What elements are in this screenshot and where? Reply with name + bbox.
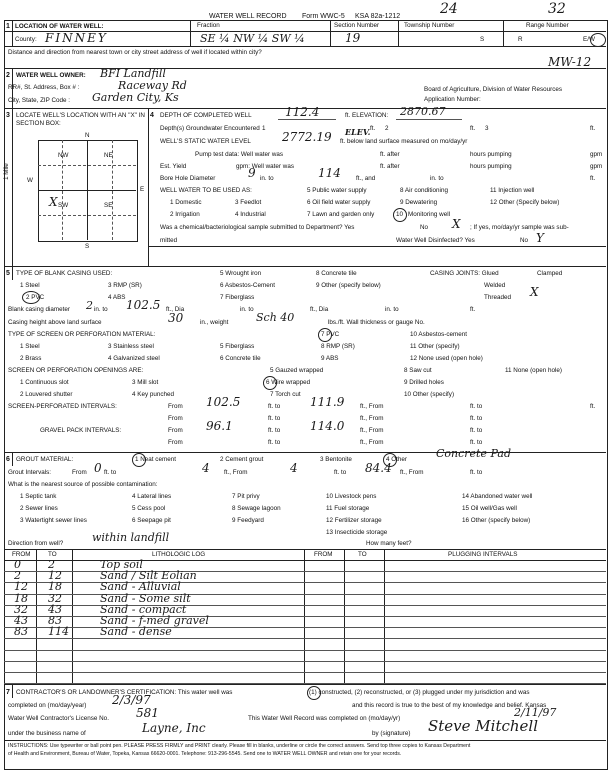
- use-7: 7 Lawn and garden only: [307, 211, 375, 218]
- log-from: 43: [14, 614, 28, 627]
- open-3: 3 Mill slot: [132, 379, 159, 386]
- threaded-x: X: [530, 285, 539, 299]
- plug-header: PLUGGING INTERVALS: [448, 551, 518, 558]
- divider: [38, 215, 136, 216]
- int-ft: ft.: [590, 403, 596, 410]
- intervals-label: SCREEN-PERFORATED INTERVALS:: [8, 403, 117, 410]
- owner-label: WATER WELL OWNER:: [16, 72, 86, 79]
- casing-8: 8 Concrete tile: [316, 270, 357, 277]
- diam-to: 102.5: [126, 298, 161, 312]
- divider: [38, 190, 136, 191]
- range-r: R: [518, 36, 523, 43]
- city-label: City, State, ZIP Code :: [8, 97, 71, 104]
- section-value: 19: [345, 31, 361, 45]
- disinfected-y: Y: [536, 231, 544, 245]
- log-to: 12: [48, 569, 62, 583]
- divider: [4, 571, 606, 572]
- contam-12: 12 Fertilizer storage: [326, 517, 382, 524]
- by-signature: by (signature): [372, 730, 411, 737]
- log-to: 83: [48, 614, 62, 627]
- board-label: Board of Agriculture, Division of Water Resources: [424, 86, 563, 93]
- elevation-value: 2870.67: [400, 105, 446, 118]
- open-11: 11 None (open hole): [505, 367, 562, 374]
- int-to: 111.9: [310, 395, 345, 409]
- log-from-header: FROM: [12, 551, 31, 558]
- section-box: [38, 140, 138, 242]
- log-from: 83: [14, 625, 28, 639]
- diam-in-to2: in. to: [240, 306, 254, 313]
- grav-ftfrom2: ft., From: [360, 439, 384, 446]
- g-to3: 84.4: [365, 461, 392, 475]
- pump-gpm: gpm: [590, 151, 603, 158]
- signature: Steve Mitchell: [428, 717, 539, 735]
- range-label: Range Number: [526, 22, 569, 29]
- location-x: X: [49, 195, 58, 209]
- open-4: 4 Key punched: [132, 391, 175, 398]
- groundwater-label: Depth(s) Groundwater Encountered: [160, 125, 260, 132]
- divider: [12, 684, 13, 698]
- screen-6: 6 Concrete tile: [220, 355, 261, 362]
- divider: [4, 661, 606, 662]
- log-from: 12: [14, 580, 28, 594]
- grout-intervals: Grout Intervals:: [8, 469, 52, 476]
- g-ftfrom: ft., From: [224, 469, 248, 476]
- license-value: 581: [136, 706, 159, 720]
- rr-label: RR#, St. Address, Box # :: [8, 84, 80, 91]
- grav-from: 96.1: [206, 419, 233, 433]
- elevation-label: ft. ELEVATION:: [345, 112, 389, 119]
- divider: [4, 266, 606, 267]
- section-num-6: 6: [6, 456, 10, 463]
- contam-14: 14 Abandoned water well: [462, 493, 533, 500]
- bore-in: in. to: [430, 175, 444, 182]
- divider: [4, 740, 606, 741]
- contam-label: What is the nearest source of possible contamination:: [8, 481, 158, 488]
- log-from: 18: [14, 591, 28, 605]
- grav-from-label: From: [168, 427, 183, 434]
- casing-6: 6 Asbestos-Cement: [220, 282, 275, 289]
- use-6: 6 Oil field water supply: [307, 199, 371, 206]
- divider: [4, 68, 606, 69]
- static-value: 2772.19: [282, 130, 332, 144]
- township-s: S: [480, 36, 485, 43]
- divider: [4, 594, 606, 595]
- static-tail: ft. below land surface measured on mo/day/yr: [340, 138, 468, 145]
- g-ftfrom2: ft., From: [400, 469, 424, 476]
- int-from: 102.5: [206, 395, 241, 409]
- contam-10: 10 Livestock pens: [326, 493, 377, 500]
- fraction-label: Fraction: [197, 22, 220, 29]
- section-num-5: 5: [6, 270, 10, 277]
- diam-in-to3: in. to: [385, 306, 399, 313]
- ksa-ref: KSA 82a-1212: [355, 13, 401, 20]
- weight-value: Sch 40: [256, 311, 295, 324]
- gw-ft2: ft.: [470, 125, 476, 132]
- chem-mitted: mitted: [160, 237, 178, 244]
- instructions-2: of Health and Environment, Bureau of Water, Topeka, Kansas 66620-0001. Telephone: 913-296-5545. Send one to WATER WELL OWNER and retain one for your records.: [8, 751, 402, 757]
- diam-in-to: in. to: [94, 306, 108, 313]
- contam-4: 4 Lateral lines: [132, 493, 172, 500]
- grout-4: 4 Other: [386, 456, 407, 463]
- screen-label: TYPE OF SCREEN OR PERFORATION MATERIAL:: [8, 331, 156, 338]
- log-from: 0: [14, 558, 21, 571]
- int-ftto4: ft. to: [470, 415, 483, 422]
- divider: [148, 108, 149, 266]
- divider: [190, 20, 191, 46]
- north-label: N: [85, 132, 90, 139]
- range-ew: E/W: [583, 36, 595, 43]
- owner-city: Garden City, Ks: [92, 91, 179, 104]
- log-to: 18: [48, 580, 62, 594]
- int-ftto: ft. to: [268, 403, 281, 410]
- bore-in-to: in. to: [260, 175, 274, 182]
- divider: [12, 266, 13, 280]
- divider: [4, 46, 606, 47]
- casing-4: 4 ABS: [108, 294, 126, 301]
- cert-constructed: (1) constructed, (2) reconstructed, or (3) plugged under my jurisdiction and was: [309, 689, 530, 696]
- use-3: 3 Feedlot: [235, 199, 262, 206]
- business-value: Layne, Inc: [142, 721, 206, 735]
- contam-6: 6 Seepage pit: [132, 517, 171, 524]
- grout-label: GROUT MATERIAL:: [16, 456, 74, 463]
- casing-3: 3 RMP (SR): [108, 282, 142, 289]
- casing-label: TYPE OF BLANK CASING USED:: [16, 270, 113, 277]
- east-label: E: [140, 186, 145, 193]
- bore-to: 114: [318, 166, 341, 180]
- use-monitoring: Monitoring well: [408, 211, 450, 218]
- contam-5: 5 Cess pool: [132, 505, 166, 512]
- license-label: Water Well Contractor's License No.: [8, 715, 109, 722]
- joints-threaded: Threaded: [484, 294, 511, 301]
- yield-gpm: gpm: Well water was: [236, 163, 294, 170]
- open-8: 8 Saw cut: [404, 367, 432, 374]
- use-1: 1 Domestic: [170, 199, 202, 206]
- log-desc: Sand / Silt Eolian: [100, 569, 197, 583]
- use-9: 9 Dewatering: [400, 199, 438, 206]
- use-5: 5 Public water supply: [307, 187, 367, 194]
- screen-3: 3 Stainless steel: [108, 343, 154, 350]
- disinfected-label: Water Well Disinfected? Yes: [396, 237, 475, 244]
- contam-9: 9 Feedyard: [232, 517, 264, 524]
- static-label: WELL'S STATIC WATER LEVEL: [160, 138, 251, 145]
- grav-ftto4: ft. to: [470, 439, 483, 446]
- chem-label: Was a chemical/bacteriological sample submitted to Department? Yes: [160, 224, 355, 231]
- diam-ft: ft.: [470, 306, 476, 313]
- grav-ftfrom: ft., From: [360, 427, 384, 434]
- south-label: S: [85, 243, 90, 250]
- bore-ft: ft.: [590, 175, 596, 182]
- g-ftto3: ft. to: [470, 469, 483, 476]
- log-desc: Top soil: [100, 558, 143, 571]
- app-label: Application Number:: [424, 96, 481, 103]
- divider: [4, 684, 606, 685]
- joints-clamped: Clamped: [537, 270, 563, 277]
- county-value: FINNEY: [45, 31, 108, 45]
- int-ftto3: ft. to: [268, 415, 281, 422]
- divider: [398, 20, 399, 46]
- pump-after: ft. after: [380, 151, 400, 158]
- weight-label: in., weight: [200, 319, 229, 326]
- grout-other: Concrete Pad: [436, 447, 511, 460]
- screen-11: 11 Other (specify): [410, 343, 460, 350]
- casing-7: 7 Fiberglass: [220, 294, 255, 301]
- section-handwritten: 24: [440, 1, 458, 17]
- sec3-label: LOCATE WELL'S LOCATION WITH AN "X" IN SECTION BOX:: [16, 112, 145, 127]
- grav-ftto2: ft. to: [470, 427, 483, 434]
- log-to-header: TO: [48, 551, 57, 558]
- g-ftto: ft. to: [104, 469, 117, 476]
- divider: [4, 650, 606, 651]
- int-ftto2: ft. to: [470, 403, 483, 410]
- log-desc: Sand - Some silt: [100, 591, 191, 605]
- sw-label: SW: [58, 202, 69, 209]
- record-true: and this record is true to the best of my knowledge and belief. Kansas: [352, 702, 547, 709]
- log-from: 32: [14, 602, 28, 616]
- g-to2: 4: [290, 461, 298, 475]
- divider: [12, 108, 13, 266]
- location-label: LOCATION OF WATER WELL:: [15, 23, 104, 30]
- record-done: This Water Well Record was completed on (mo/day/yr): [248, 715, 401, 722]
- completed-date: 2/3/97: [112, 693, 151, 707]
- divider: [330, 20, 331, 46]
- west-label: W: [27, 177, 33, 184]
- range-handwritten: 32: [548, 1, 566, 17]
- log-from: 2: [14, 569, 21, 583]
- divider: [4, 638, 606, 639]
- mile-label: 1 Mile: [3, 163, 10, 180]
- g-from: 0: [94, 461, 102, 475]
- yield-gpm2: gpm: [590, 163, 603, 170]
- depth-value: 112.4: [285, 105, 320, 119]
- divider: [4, 616, 606, 617]
- contam-2: 2 Sewer lines: [20, 505, 58, 512]
- open-6: 6 Wire wrapped: [266, 379, 311, 386]
- chem-ifyes: ; If yes, mo/day/yr sample was sub-: [470, 224, 569, 231]
- use-12: 12 Other (Specify below): [490, 199, 560, 206]
- log-lith-header: LITHOLOGIC LOG: [152, 551, 206, 558]
- diam-label: Blank casing diameter: [8, 306, 70, 313]
- owner-name: BFI Landfill: [100, 67, 166, 80]
- gw-ft3: ft.: [590, 125, 596, 132]
- yield-label: Est. Yield: [160, 163, 187, 170]
- divider: [503, 20, 504, 46]
- contam-16: 16 Other (specify below): [462, 517, 531, 524]
- gw-ft: ft.: [370, 125, 376, 132]
- screen-10: 10 Asbestos-cement: [410, 331, 468, 338]
- log-desc: Sand - compact: [100, 602, 187, 616]
- ew-circle: [590, 33, 606, 47]
- contam-8: 8 Sewage lagoon: [232, 505, 281, 512]
- mw-label: MW-12: [548, 55, 592, 69]
- divider: [4, 627, 606, 628]
- how-many-label: How many feet?: [366, 540, 412, 547]
- diam-value: 2: [86, 299, 93, 312]
- township-label: Township Number: [404, 22, 455, 29]
- screen-9: 9 ABS: [321, 355, 339, 362]
- divider: [396, 119, 462, 120]
- use-8: 8 Air conditioning: [400, 187, 448, 194]
- joints-welded: Welded: [484, 282, 506, 289]
- screen-2: 2 Brass: [20, 355, 42, 362]
- screen-12: 12 None used (open hole): [410, 355, 483, 362]
- bore-label: Bore Hole Diameter: [160, 175, 216, 182]
- screen-8: 8 RMP (SR): [321, 343, 355, 350]
- divider: [4, 452, 606, 453]
- contam-7: 7 Pit privy: [232, 493, 260, 500]
- distance-label: Distance and direction from nearest town or city street address of well if located within city?: [8, 49, 262, 56]
- height-label: Casing height above land surface: [8, 319, 102, 326]
- use-4: 4 Industrial: [235, 211, 266, 218]
- static-elev: ELEV.: [345, 127, 371, 137]
- contam-3: 3 Watertight sewer lines: [20, 517, 87, 524]
- yield-after: ft. after: [380, 163, 400, 170]
- county-label: County:: [15, 36, 37, 43]
- yield-hours: hours pumping: [470, 163, 512, 170]
- gw-3: 3: [485, 125, 489, 132]
- section-label: Section Number: [334, 22, 380, 29]
- log-desc: Sand - dense: [100, 625, 172, 639]
- gw-1: 1: [262, 125, 266, 132]
- log-desc: Sand - Alluvial: [100, 580, 181, 594]
- contam-13: 13 Insecticide storage: [326, 529, 388, 536]
- log-to: 43: [48, 602, 62, 616]
- open-1: 1 Continuous slot: [20, 379, 69, 386]
- open-2: 2 Louvered shutter: [20, 391, 73, 398]
- fraction-value: SE ¼ NW ¼ SW ¼: [200, 32, 305, 45]
- bore-ft-and: ft., and: [356, 175, 376, 182]
- divider: [148, 246, 606, 247]
- business-label: under the business name of: [8, 730, 86, 737]
- chem-x: X: [452, 217, 461, 231]
- grout-3: 3 Bentonite: [320, 456, 352, 463]
- pump-label: Pump test data: Well water was: [195, 151, 284, 158]
- contam-15: 15 Oil well/Gas well: [462, 505, 517, 512]
- form-title: WATER WELL RECORD: [209, 13, 287, 20]
- contam-1: 1 Septic tank: [20, 493, 57, 500]
- form-number: Form WWC-5: [302, 13, 345, 20]
- diam-ftdia: ft., Dia: [166, 306, 185, 313]
- cert-label: CONTRACTOR'S OR LANDOWNER'S CERTIFICATION: This water well was: [16, 689, 233, 696]
- bore-value: 9: [248, 166, 256, 180]
- record-date: 2/11/97: [514, 706, 557, 719]
- plug-from-header: FROM: [314, 551, 333, 558]
- joints-label: CASING JOINTS: Glued: [430, 270, 499, 277]
- open-7: 7 Torch cut: [270, 391, 301, 398]
- direction-label: Direction from well?: [8, 540, 64, 547]
- chem-no: No: [420, 224, 429, 231]
- section-num-3: 3: [6, 112, 10, 119]
- pump-hours: hours pumping: [470, 151, 512, 158]
- nw-label: NW: [58, 152, 69, 159]
- section-num-2: 2: [6, 72, 10, 79]
- divider: [12, 452, 13, 466]
- int-from-label2: From: [168, 415, 183, 422]
- divider: [4, 672, 606, 673]
- divider: [112, 140, 113, 240]
- gravel-label: GRAVEL PACK INTERVALS:: [40, 427, 122, 434]
- casing-1: 1 Steel: [20, 282, 40, 289]
- int-ftfrom: ft., From: [360, 403, 384, 410]
- completed-label: completed on (mo/day/year): [8, 702, 87, 709]
- open-10: 10 Other (specify): [404, 391, 455, 398]
- divider: [38, 165, 136, 166]
- g-ftto2: ft. to: [334, 469, 347, 476]
- grav-from-label2: From: [168, 439, 183, 446]
- log-desc: Sand - f-med gravel: [100, 614, 209, 627]
- screen-1: 1 Steel: [20, 343, 40, 350]
- screen-7: 7 PVC: [321, 331, 340, 338]
- use-label: WELL WATER TO BE USED AS:: [160, 187, 252, 194]
- divider: [278, 119, 336, 120]
- grav-ftto: ft. to: [268, 427, 281, 434]
- screen-5: 5 Fiberglass: [220, 343, 255, 350]
- use-10: 10: [396, 211, 404, 218]
- divider: [4, 605, 606, 606]
- screen-4: 4 Galvanized steel: [108, 355, 160, 362]
- grout-2: 2 Cement grout: [220, 456, 264, 463]
- divider: [4, 549, 606, 550]
- section-num-1: 1: [6, 23, 10, 30]
- se-label: SE: [104, 202, 113, 209]
- grav-ftto3: ft. to: [268, 439, 281, 446]
- log-to: 114: [48, 625, 69, 639]
- lbs-label: lbs./ft. Wall thickness or gauge No.: [328, 319, 425, 326]
- owner-address: Raceway Rd: [118, 79, 187, 92]
- divider: [12, 20, 13, 46]
- disinfected-no: No: [520, 237, 529, 244]
- divider: [4, 560, 606, 561]
- gw-2: 2: [385, 125, 389, 132]
- plug-to-header: TO: [358, 551, 367, 558]
- section-num-7: 7: [6, 689, 10, 696]
- height-value: 30: [168, 311, 184, 325]
- open-5: 5 Gauzed wrapped: [270, 367, 324, 374]
- divider: [62, 140, 63, 240]
- log-to: 2: [48, 558, 55, 571]
- grav-to: 114.0: [310, 419, 345, 433]
- section-num-4: 4: [150, 112, 154, 119]
- log-to: 32: [48, 591, 62, 605]
- divider: [4, 582, 606, 583]
- openings-label: SCREEN OR PERFORATION OPENINGS ARE:: [8, 367, 144, 374]
- ne-label: NE: [104, 152, 113, 159]
- casing-5: 5 Wrought iron: [220, 270, 262, 277]
- g-to: 4: [202, 461, 210, 475]
- diam-ftdia2: ft., Dia: [310, 306, 329, 313]
- int-from-label: From: [168, 403, 183, 410]
- use-11: 11 Injection well: [490, 187, 535, 194]
- use-2: 2 Irrigation: [170, 211, 200, 218]
- instructions: INSTRUCTIONS: Use typewriter or ball point pen. PLEASE PRESS FIRMLY and PRINT clearly. Please fill in blanks, underline or circle the correct answers. Send top three copies to Kansas Department: [8, 743, 471, 749]
- grout-1: 1 Neat cement: [135, 456, 176, 463]
- g-from-label: From: [72, 469, 87, 476]
- depth-label: DEPTH OF COMPLETED WELL: [160, 112, 252, 119]
- int-ftfrom2: ft., From: [360, 415, 384, 422]
- direction-value: within landfill: [92, 531, 170, 544]
- casing-2: 2 PVC: [26, 294, 45, 301]
- contam-11: 11 Fuel storage: [326, 505, 370, 512]
- casing-9: 9 Other (specify below): [316, 282, 381, 289]
- open-9: 9 Drilled holes: [404, 379, 444, 386]
